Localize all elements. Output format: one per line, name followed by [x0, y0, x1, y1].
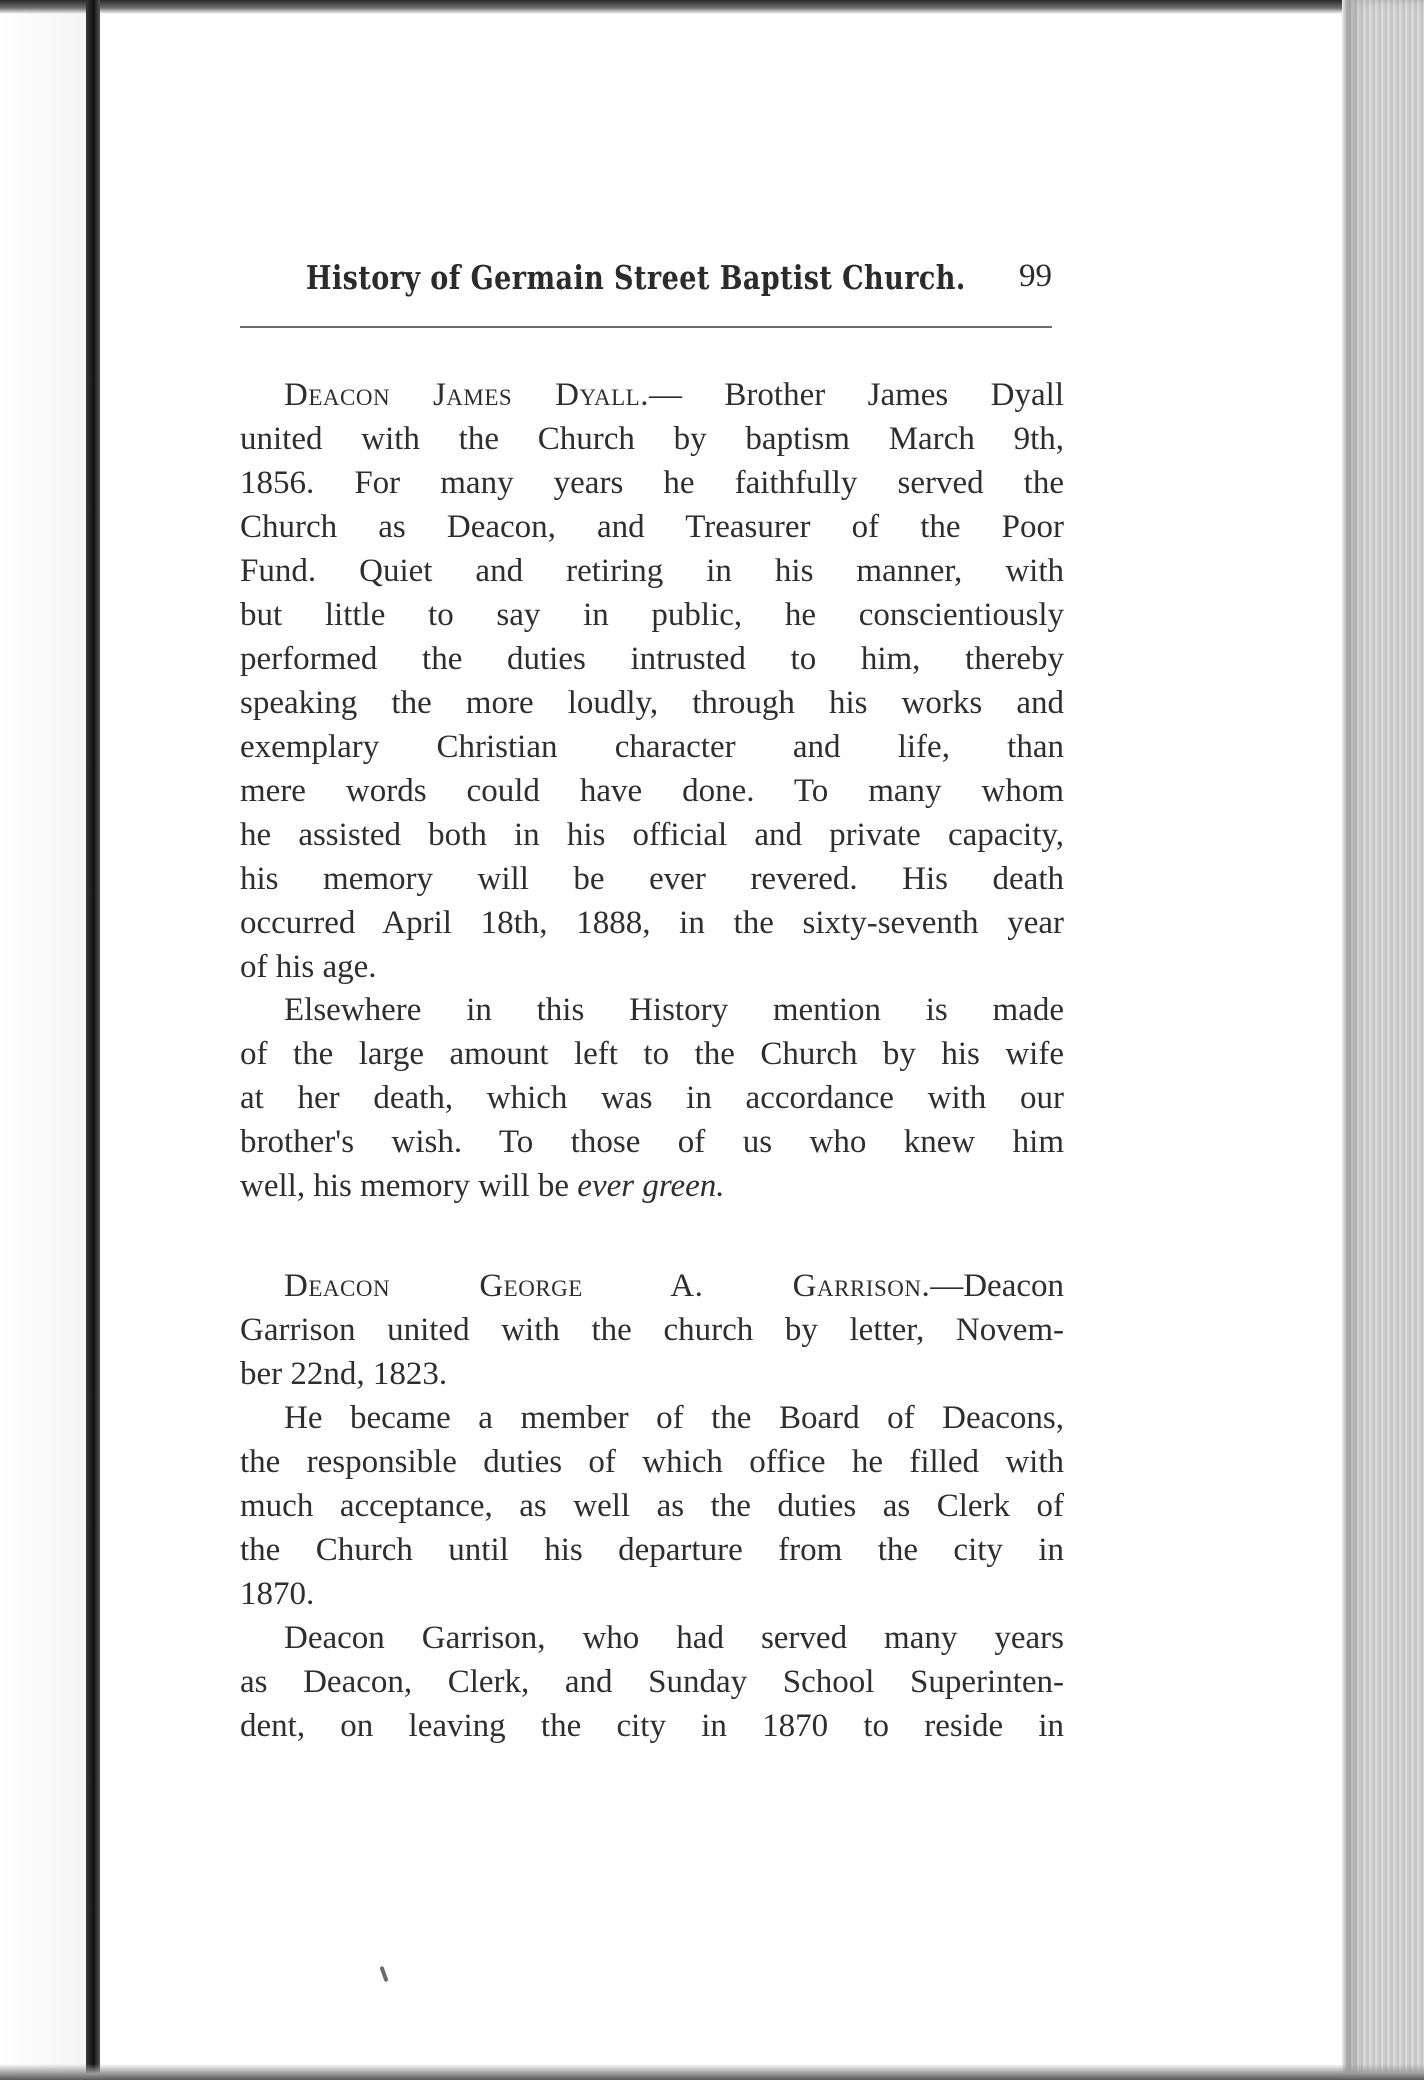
text-line [240, 373, 1064, 417]
dyall-closing-text: well, his memory will be [240, 1168, 570, 1204]
garrison-paragraph-1 [240, 1264, 1064, 1396]
text-line: brother's wish. To those of us who knew him [240, 1124, 1064, 1160]
text-line: performed the duties intrusted to him, thereby [240, 641, 1064, 677]
page-number: 99 [1019, 258, 1052, 294]
book-spine-shadow [86, 0, 100, 2080]
text-line: He became a member of the Board of Deacons, [284, 1400, 1064, 1436]
text-line: the responsible duties of which office he filled with [240, 1444, 1064, 1480]
text-line: much acceptance, as well as the duties as Clerk of [240, 1488, 1064, 1524]
text-line: ber 22nd, 1823. [240, 1356, 448, 1392]
text-line: of the large amount left to the Church by his wife [240, 1036, 1064, 1072]
text-line: 1856. For many years he faithfully served the [240, 465, 1064, 501]
scan-bottom-shadow [0, 2064, 1424, 2080]
text-line: exemplary Christian character and life, than [240, 729, 1064, 765]
text-line: but little to say in public, he conscientiously [240, 597, 1064, 633]
text-line: as Deacon, Clerk, and Sunday School Superinten- [240, 1664, 1064, 1700]
page-left-margin [0, 0, 86, 2080]
dyall-paragraph-1 [240, 373, 1064, 989]
text-line [240, 1264, 1064, 1308]
dyall-closing-italic: ever green. [577, 1168, 725, 1204]
book-page-edges [1348, 0, 1424, 2080]
garrison-heading: Deacon George A. Garrison. [284, 1268, 931, 1304]
text-line: mere words could have done. To many whom [240, 773, 1064, 809]
text-line: of his age. [240, 949, 377, 985]
scan-top-shadow [0, 0, 1424, 14]
dyall-heading: Deacon James Dyall. [284, 377, 649, 413]
text-line: occurred April 18th, 1888, in the sixty-seventh year [240, 905, 1064, 941]
header-rule [240, 326, 1052, 328]
text-line: Fund. Quiet and retiring in his manner, with [240, 553, 1064, 589]
text-line: at her death, which was in accordance with our [240, 1080, 1064, 1116]
text-line: Church as Deacon, and Treasurer of the Poor [240, 509, 1064, 545]
text-line: dent, on leaving the city in 1870 to reside in [240, 1708, 1064, 1744]
ink-speck [379, 1966, 388, 1982]
garrison-heading-rest: —Deacon [930, 1268, 1064, 1304]
text-line: his memory will be ever revered. His death [240, 861, 1064, 897]
text-line: Elsewhere in this History mention is made [284, 992, 1064, 1028]
garrison-paragraph-2 [240, 1396, 1064, 1616]
text-line: united with the Church by baptism March 9th, [240, 421, 1064, 457]
text-line: speaking the more loudly, through his works and [240, 685, 1064, 721]
text-line: 1870. [240, 1576, 315, 1612]
dyall-heading-rest: — Brother James Dyall [648, 377, 1064, 413]
garrison-paragraph-3 [240, 1616, 1064, 1748]
text-line: Deacon Garrison, who had served many years [284, 1620, 1064, 1656]
text-line: Garrison united with the church by letter, Novem- [240, 1312, 1064, 1348]
text-line: the Church until his departure from the city in [240, 1532, 1064, 1568]
text-line [240, 1164, 1064, 1208]
text-line: he assisted both in his official and private capacity, [240, 817, 1064, 853]
dyall-paragraph-2 [240, 988, 1064, 1208]
running-head [240, 258, 1052, 310]
running-title: History of Germain Street Baptist Church. [306, 258, 966, 297]
